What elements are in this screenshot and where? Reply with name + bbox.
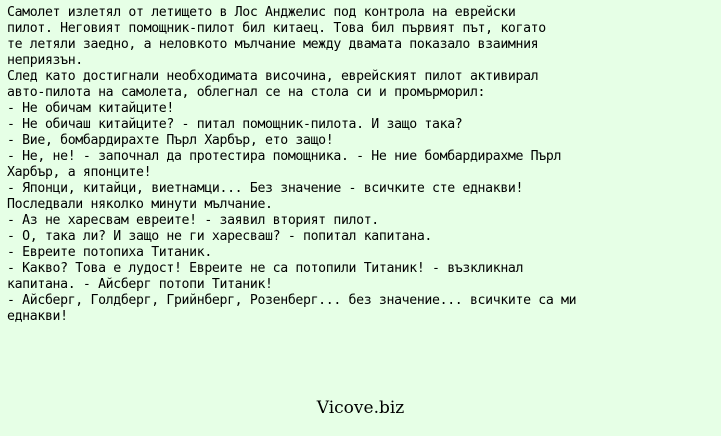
- joke-line: - Не обичаш китайците? - питал помощник-пилота. И защо така?: [7, 117, 463, 132]
- joke-line: еднакви!: [7, 309, 68, 324]
- joke-line: - Не обичам китайците!: [7, 101, 174, 116]
- joke-line: Самолет излетял от летището в Лос Анджелис под контрола на еврейски: [7, 5, 516, 20]
- joke-line: - Аз не харесвам евреите! - заявил вторият пилот.: [7, 213, 379, 228]
- joke-line: пилот. Неговият помощник-пилот бил китаец. Това бил първият път, когато: [7, 21, 546, 36]
- joke-line: След като достигнали необходимата височина, еврейският пилот активирал: [7, 69, 539, 84]
- joke-line: - Вие, бомбардирахте Пърл Харбър, ето защо!: [7, 133, 334, 148]
- joke-line: Харбър, а японците!: [7, 165, 152, 180]
- joke-line: капитана. - Айсберг потопи Титаник!: [7, 277, 273, 292]
- joke-line: - О, така ли? И защо не ги харесваш? - попитал капитана.: [7, 229, 433, 244]
- site-footer-label: Vicove.biz: [316, 398, 405, 418]
- joke-line: авто-пилота на самолета, облегнал се на стола си и промърморил:: [7, 85, 486, 100]
- joke-line: - Айсберг, Голдберг, Грийнберг, Розенберг... без значение... всичките са ми: [7, 293, 577, 308]
- joke-line: - Японци, китайци, виетнамци... Без значение - всичките сте еднакви!: [7, 181, 524, 196]
- joke-line: Последвали няколко минути мълчание.: [7, 197, 273, 212]
- joke-line: - Какво? Това е лудост! Евреите не са потопили Титаник! - възкликнал: [7, 261, 524, 276]
- joke-line: - Евреите потопиха Титаник.: [7, 245, 212, 260]
- joke-line: неприязън.: [7, 53, 83, 68]
- joke-line: те летяли заедно, а неловкото мълчание между двамата показало взаимния: [7, 37, 539, 52]
- joke-line: - Не, не! - започнал да протестира помощника. - Не ние бомбардирахме Пърл: [7, 149, 562, 164]
- joke-text: [7, 5, 707, 325]
